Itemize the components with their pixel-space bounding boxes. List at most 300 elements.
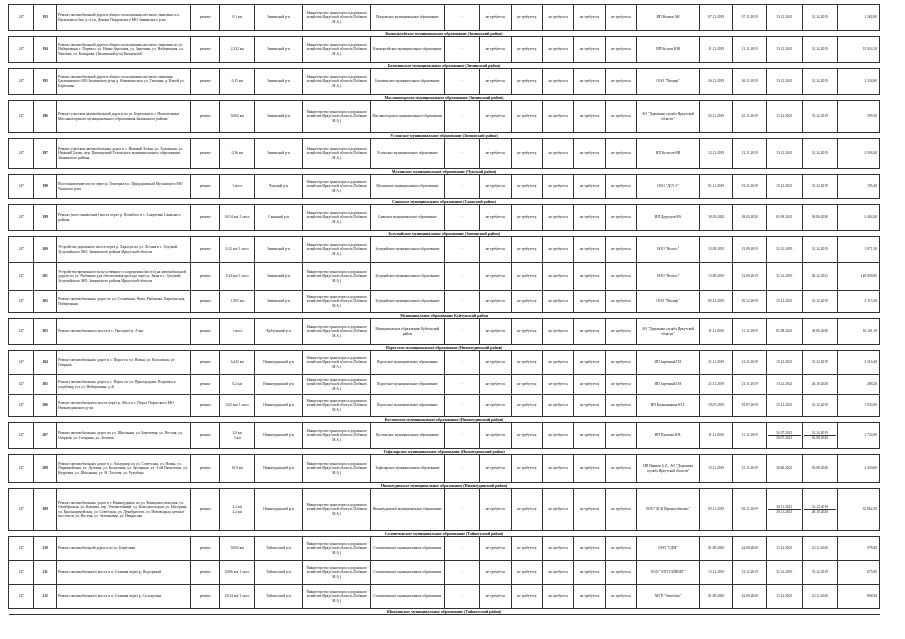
cell-type: ремонт xyxy=(191,291,220,313)
cell-a: 147 xyxy=(9,175,34,199)
cell-d5: не требуется xyxy=(574,351,605,375)
cell-d1: - xyxy=(444,423,480,449)
cell-d2: не требуется xyxy=(480,205,511,231)
cell-work: Ремонт автомобильного моста в с. Уян через р. Аляа xyxy=(57,319,191,345)
cell-d4: не требуется xyxy=(542,139,573,169)
cell-d3: не требуется xyxy=(511,585,542,609)
cell-work: Ремонт участков автомобильной дороги по ул. Береговая в с. Новолетники Масляногорского муниципального образования Зиминского района xyxy=(57,101,191,133)
cell-d3: не требуется xyxy=(511,319,542,345)
cell-d3: не требуется xyxy=(511,237,542,263)
cell-dt4-part: 31.12.2019 xyxy=(811,430,828,435)
cell-zak: Министерство транспорта и дорожного хозяйства Иркутской области (Лобанов М.А.) xyxy=(303,455,371,483)
cell-contr: ИП Козлов ЮВ xyxy=(637,37,700,63)
cell-d6: не требуется xyxy=(605,291,636,313)
cell-dt1: 01.11.2019 xyxy=(699,175,733,199)
cell-len: 0,15 км xyxy=(220,69,255,95)
cell-contr: ИП Дергунов ВА xyxy=(637,205,700,231)
cell-zak: Министерство транспорта и дорожного хозяйства Иркутской области (Лобанов М.А.) xyxy=(303,5,371,31)
cell-n: 198 xyxy=(34,175,57,199)
cell-dt3: 15.12.2021 xyxy=(766,37,802,63)
cell-d5: не требуется xyxy=(574,585,605,609)
cell-d2: не требуется xyxy=(480,395,511,417)
cell-d4: не требуется xyxy=(542,69,573,95)
cell-dist: Нижнеудинский р-н xyxy=(255,395,303,417)
cell-sum: 868,30 xyxy=(838,585,880,609)
cell-sum: 16 101,10 xyxy=(838,319,880,345)
table-row xyxy=(9,423,880,449)
cell-dist: Зиминский р-н xyxy=(255,139,303,169)
cell-d3: не требуется xyxy=(511,489,542,531)
cell-dt4 xyxy=(802,423,838,449)
cell-work: Ремонт автомобильного моста через р. Айса в с. Порог Порогского МО Нижнеудинского р-на xyxy=(57,395,191,417)
cell-d1: - xyxy=(444,395,480,417)
cell-contr: ООО "Пионер" xyxy=(637,291,700,313)
section-title: Шиткинское муниципальное образование (Тайшетский район) xyxy=(9,609,880,615)
cell-work: Ремонт автомобильных дорог в с. Порог по ул. Пригородная, Подкатка к кладбищу (от ул. Набережная, д.4) xyxy=(57,375,191,395)
section-title: Нижнеудинское муниципальное образование (Нижнеудинский район) xyxy=(9,483,880,489)
cell-d2: не требуется xyxy=(480,455,511,483)
cell-d2: не требуется xyxy=(480,263,511,291)
cell-d3: не требуется xyxy=(511,395,542,417)
cell-dt2: 19.07.2019 xyxy=(733,395,767,417)
cell-d5: не требуется xyxy=(574,205,605,231)
cell-dt4: 30.06.2020 xyxy=(802,205,838,231)
cell-d2: не требуется xyxy=(480,291,511,313)
cell-d2: не требуется xyxy=(480,375,511,395)
cell-d6: не требуется xyxy=(605,101,636,133)
cell-dt4: 03.08.2020 xyxy=(802,455,838,483)
cell-dt3-part: 30.11.2021 xyxy=(768,509,801,514)
cell-type: ремонт xyxy=(191,139,220,169)
cell-d4: не требуется xyxy=(542,455,573,483)
cell-dt3: 31.12.2019 xyxy=(766,263,802,291)
cell-sum: 675,00 xyxy=(838,561,880,585)
cell-contr: ИП Иванов А.Л., АО "Дорожная служба Иркутской области" xyxy=(637,455,700,483)
cell-sum: 488,20 xyxy=(838,375,880,395)
cell-zak: Министерство транспорта и дорожного хозяйства Иркутской области (Лобанов М.А.) xyxy=(303,489,371,531)
cell-d2: не требуется xyxy=(480,5,511,31)
cell-len-part: 2,2 км xyxy=(232,505,242,510)
cell-len: 1 мост xyxy=(220,175,255,199)
cell-d5: не требуется xyxy=(574,561,605,585)
cell-dt2: 11.11.2019 xyxy=(733,37,767,63)
cell-sum: 2 594,40 xyxy=(838,139,880,169)
cell-a: 147 xyxy=(9,101,34,133)
cell-d5: не требуется xyxy=(574,69,605,95)
table-row xyxy=(9,175,880,199)
cell-dt4: 31.12.2019 xyxy=(802,37,838,63)
cell-mo: Зулумайское муниципальное образование xyxy=(371,237,444,263)
cell-zak: Министерство транспорта и дорожного хозяйства Иркутской области (Лобанов М.А.) xyxy=(303,423,371,449)
cell-zak: Министерство транспорта и дорожного хозяйства Иркутской области (Лобанов М.А.) xyxy=(303,205,371,231)
section-title: Кимильтейское муниципальное образование (Зиминский район) xyxy=(9,31,880,37)
cell-dist: Тайшетский р-н xyxy=(255,537,303,561)
cell-len xyxy=(220,423,255,449)
cell-zak: Министерство транспорта и дорожного хозяйства Иркутской области (Лобанов М.А.) xyxy=(303,375,371,395)
cell-d1: - xyxy=(444,319,480,345)
cell-n: 200 xyxy=(34,237,57,263)
cell-len: 2,332 км xyxy=(220,37,255,63)
cell-contr: ООО "СДМ" xyxy=(637,537,700,561)
cell-a: 147 xyxy=(9,5,34,31)
section-title: Тофаларское муниципальное образование (Нижнеудинский район) xyxy=(9,449,880,455)
cell-d1: - xyxy=(444,455,480,483)
cell-n: 211 xyxy=(34,561,57,585)
cell-d1: - xyxy=(444,101,480,133)
cell-d6: не требуется xyxy=(605,37,636,63)
cell-d6: не требуется xyxy=(605,537,636,561)
cell-d4: не требуется xyxy=(542,319,573,345)
cell-d4: не требуется xyxy=(542,175,573,199)
cell-type: ремонт xyxy=(191,237,220,263)
cell-dt3 xyxy=(766,423,802,449)
cell-d2: не требуется xyxy=(480,37,511,63)
cell-dist: Зиминский р-н xyxy=(255,263,303,291)
cell-dist: Чунский р-н xyxy=(255,175,303,199)
cell-n: 193 xyxy=(34,5,57,31)
cell-type: ремонт xyxy=(191,423,220,449)
cell-zak: Министерство транспорта и дорожного хозяйства Иркутской области (Лобанов М.А.) xyxy=(303,585,371,609)
cell-d4: не требуется xyxy=(542,37,573,63)
cell-dt1: 11.11.2019 xyxy=(699,423,733,449)
cell-type: ремонт xyxy=(191,101,220,133)
cell-dt2: 15.11.2019 xyxy=(733,455,767,483)
cell-dt2: 05.11.2019 xyxy=(733,489,767,531)
cell-a: 147 xyxy=(9,351,34,375)
cell-dist: Нижнеудинский р-н xyxy=(255,423,303,449)
cell-type: ремонт xyxy=(191,585,220,609)
cell-n: 199 xyxy=(34,205,57,231)
cell-mo: Зулумайское муниципальное образование xyxy=(371,263,444,291)
cell-dist: Нижнеудинский р-н xyxy=(255,351,303,375)
cell-mo: Мухинское муниципальное образование xyxy=(371,175,444,199)
cell-mo: Солонеченское муниципальное образование xyxy=(371,537,444,561)
cell-d3: не требуется xyxy=(511,205,542,231)
cell-d2: не требуется xyxy=(480,423,511,449)
cell-d2: не требуется xyxy=(480,561,511,585)
cell-mo: Батаминское муниципальное образование xyxy=(371,69,444,95)
cell-a: 147 xyxy=(9,561,34,585)
cell-dist: Нижнеудинский р-н xyxy=(255,455,303,483)
cell-n: 194 xyxy=(34,37,57,63)
cell-d6: не требуется xyxy=(605,139,636,169)
table-row xyxy=(9,319,880,345)
cell-len: 0,094 км xyxy=(220,537,255,561)
cell-n: 212 xyxy=(34,585,57,609)
cell-dt2: 24.08.2020 xyxy=(733,537,767,561)
section-title: Зулумайское муниципальное образование (Зиминский район) xyxy=(9,231,880,237)
cell-zak: Министерство транспорта и дорожного хозяйства Иркутской области (Лобанов М.А.) xyxy=(303,237,371,263)
cell-dt1: 11.11.2019 xyxy=(699,319,733,345)
cell-dt1: 18.03.2020 xyxy=(699,205,733,231)
cell-dt2: 05.12.2019 xyxy=(733,291,767,313)
cell-a: 147 xyxy=(9,69,34,95)
cell-d4: не требуется xyxy=(542,101,573,133)
table-row xyxy=(9,375,880,395)
cell-contr: ИП Заречный ПА xyxy=(637,375,700,395)
cell-d3: не требуется xyxy=(511,37,542,63)
cell-d6: не требуется xyxy=(605,319,636,345)
cell-dt4 xyxy=(802,489,838,531)
cell-d3: не требуется xyxy=(511,351,542,375)
cell-work: Устройство временного искусственного сооружения (моста) на автомобильной дороге по ул. Рыбакова для обеспечения проезда через р. Зима в с. Зулумай, Зулумайского МО, Зиминского района Иркутской области xyxy=(57,263,191,291)
cell-dt2: 15.09.2019 xyxy=(733,237,767,263)
cell-a: 147 xyxy=(9,395,34,417)
cell-dt2: 21.11.2019 xyxy=(733,375,767,395)
cell-zak: Министерство транспорта и дорожного хозяйства Иркутской области (Лобанов М.А.) xyxy=(303,69,371,95)
cell-work: Ремонт автомобильного моста в п. Славная через р. Солонушка xyxy=(57,585,191,609)
cell-dt2: 18.03.2020 xyxy=(733,205,767,231)
cell-zak: Министерство транспорта и дорожного хозяйства Иркутской области (Лобанов М.А.) xyxy=(303,175,371,199)
table-row xyxy=(9,351,880,375)
cell-d5: не требуется xyxy=(574,537,605,561)
cell-work: Ремонт автомобильных дорог в с. Алыгджер по ул. Советская, ул. Новая, ул. Пармакейская, ул. Луговая, ул. Колхозная, ул. Заозерная, ул. 3-ей Пятилетки, ул. Кедровая, ул. Школьная, ул. Н. Тасуева, ул. Рукоборь xyxy=(57,455,191,483)
cell-dt3: 31.12.2019 xyxy=(766,561,802,585)
cell-len: 0,1 км xyxy=(220,5,255,31)
cell-d2: не требуется xyxy=(480,69,511,95)
cell-type: ремонт xyxy=(191,375,220,395)
cell-work: Ремонт автомобильных дорог по ул. Солнечная, Нова, Рыбакова, Харагунская, Набережная xyxy=(57,291,191,313)
table-row xyxy=(9,489,880,531)
cell-sum: 395,50 xyxy=(838,101,880,133)
cell-dt4: 31.12.2019 xyxy=(802,139,838,169)
cell-type: ремонт xyxy=(191,205,220,231)
cell-zak: Министерство транспорта и дорожного хозяйства Иркутской области (Лобанов М.А.) xyxy=(303,537,371,561)
cell-sum: 195,40 xyxy=(838,175,880,199)
cell-sum: 1 724,90 xyxy=(838,423,880,449)
cell-dt1: 05.11.2019 xyxy=(699,489,733,531)
cell-dt2: 26.11.2019 xyxy=(733,69,767,95)
table-row xyxy=(9,205,880,231)
cell-d3: не требуется xyxy=(511,5,542,31)
cell-d4: не требуется xyxy=(542,537,573,561)
cell-dt3: 31.12.2019 xyxy=(766,237,802,263)
cell-contr: ООО "АТП ТАЙШЕТ" xyxy=(637,561,700,585)
section-title: Муниципальное образование Куйтунский район xyxy=(9,313,880,319)
cell-dist: Зиминский р-н xyxy=(255,69,303,95)
cell-d5: не требуется xyxy=(574,489,605,531)
table-row xyxy=(9,37,880,63)
cell-dt1: 15.11.2019 xyxy=(699,455,733,483)
cell-dist: Зиминский р-н xyxy=(255,5,303,31)
table-row xyxy=(9,395,880,417)
cell-contr: ООО "Волгос" xyxy=(637,237,700,263)
cell-type: ремонт xyxy=(191,175,220,199)
cell-type: ремонт xyxy=(191,319,220,345)
cell-len: 1 мост xyxy=(220,319,255,345)
cell-dt1: 21.11.2019 xyxy=(699,375,733,395)
cell-len: 6,443 км xyxy=(220,351,255,375)
cell-dt3 xyxy=(766,489,802,531)
cell-mo: Костинское муниципальное образование xyxy=(371,423,444,449)
cell-sum: 33 862,30 xyxy=(838,489,880,531)
cell-d1: - xyxy=(444,37,480,63)
cell-type: ремонт xyxy=(191,561,220,585)
table-row xyxy=(9,291,880,313)
table-row xyxy=(9,139,880,169)
cell-n: 201 xyxy=(34,263,57,291)
cell-mo: Нижнеудинское муниципальное образование xyxy=(371,489,444,531)
cell-d5: не требуется xyxy=(574,237,605,263)
cell-mo: Порогское муниципальное образование xyxy=(371,351,444,375)
cell-sum: 1 871,30 xyxy=(838,237,880,263)
cell-mo: Солонеченское муниципальное образование xyxy=(371,561,444,585)
cell-sum: 1 943,90 xyxy=(838,395,880,417)
cell-dist: Саянский р-н xyxy=(255,205,303,231)
section-title: Услонское муниципальное образование (Зиминский район) xyxy=(9,133,880,139)
section-title: Масляногорское муниципальное образование (Зиминский район) xyxy=(9,95,880,101)
cell-mo: Покровское муниципальное образование xyxy=(371,5,444,31)
cell-dt4: 30.06.2020 xyxy=(802,319,838,345)
cell-dt4: 23.11.2020 xyxy=(802,537,838,561)
cell-zak: Министерство транспорта и дорожного хозяйства Иркутской области (Лобанов М.А.) xyxy=(303,263,371,291)
cell-contr: ООО "ДСК Промшелбизнес" xyxy=(637,489,700,531)
cell-a: 147 xyxy=(9,489,34,531)
cell-sum: 15 924,10 xyxy=(838,37,880,63)
cell-a: 147 xyxy=(9,375,34,395)
cell-d1: - xyxy=(444,237,480,263)
cell-a: 147 xyxy=(9,537,34,561)
cell-d4: не требуется xyxy=(542,585,573,609)
cell-d3: не требуется xyxy=(511,101,542,133)
cell-dt4: 26.10.2020 xyxy=(802,375,838,395)
cell-d6: не требуется xyxy=(605,5,636,31)
cell-zak: Министерство транспорта и дорожного хозяйства Иркутской области (Лобанов М.А.) xyxy=(303,395,371,417)
cell-mo: Тофаларское муниципальное образование xyxy=(371,455,444,483)
cell-d3: не требуется xyxy=(511,455,542,483)
cell-zak: Министерство транспорта и дорожного хозяйства Иркутской области (Лобанов М.А.) xyxy=(303,139,371,169)
cell-dt3: 15.12.2021 xyxy=(766,537,802,561)
cell-d1: - xyxy=(444,375,480,395)
cell-d2: не требуется xyxy=(480,237,511,263)
cell-dt4: 31.12.2019 xyxy=(802,69,838,95)
cell-dt4: 31.12.2019 xyxy=(802,291,838,313)
cell-d4: не требуется xyxy=(542,561,573,585)
cell-dt2: 07.11.2019 xyxy=(733,5,767,31)
cell-sum: 149 858,90 xyxy=(838,263,880,291)
cell-a: 147 xyxy=(9,263,34,291)
cell-dt3: 15.12.2021 xyxy=(766,395,802,417)
table-row xyxy=(9,263,880,291)
cell-contr: ИП Калашникова Ю.Г. xyxy=(637,395,700,417)
cell-len: 0,12 км/ 1 мост xyxy=(220,237,255,263)
cell-dt1: 19.07.2019 xyxy=(699,395,733,417)
cell-d5: не требуется xyxy=(574,175,605,199)
cell-work: Ремонт автомобильных дорог в г. Нижнеудинск по ул. Коммунистическая, ул. Октябрьская, ул. Кашина, пер. Узкоколейный, ул. Комсомольская, ул. Нагорная, ул. Красноармейская, ул. Советская, ул. Декабристов, ул. Нововодная, ремонт мостов по ул. Весеня, ул. Зеленковая, ул. Некрасова xyxy=(57,489,191,531)
cell-contr: ИП Колесов ВВ xyxy=(637,139,700,169)
cell-dt3: 01.09.2021 xyxy=(766,205,802,231)
table-row xyxy=(9,585,880,609)
cell-d5: не требуется xyxy=(574,395,605,417)
cell-n: 207 xyxy=(34,423,57,449)
cell-dt1: 15.09.2019 xyxy=(699,237,733,263)
cell-dt2: 01.11.2019 xyxy=(733,175,767,199)
cell-a: 147 xyxy=(9,423,34,449)
section-title: Порогское муниципальное образование (Нижнеудинский район) xyxy=(9,345,880,351)
cell-type: ремонт xyxy=(191,69,220,95)
cell-dt1: 21.11.2019 xyxy=(699,351,733,375)
cell-dt4: 31.12.2019 xyxy=(802,175,838,199)
cell-dt3: 15.12.2021 xyxy=(766,139,802,169)
cell-d6: не требуется xyxy=(605,69,636,95)
cell-work: Устройство дорожного моста через р. Харагун по ул. Лесная в с. Зулумай, Зулумайского МО, Зиминского района Иркутской области xyxy=(57,237,191,263)
cell-d4: не требуется xyxy=(542,237,573,263)
cell-zak: Министерство транспорта и дорожного хозяйства Иркутской области (Лобанов М.А.) xyxy=(303,561,371,585)
cell-d3: не требуется xyxy=(511,375,542,395)
cell-dist: Зиминский р-н xyxy=(255,101,303,133)
cell-n: 205 xyxy=(34,375,57,395)
cell-mo: Масляногорское муниципальное образование xyxy=(371,101,444,133)
cell-dt4-part: 31.12.2019 xyxy=(811,504,828,509)
cell-len-part: 3 км xyxy=(233,435,241,440)
cell-type: ремонт xyxy=(191,263,220,291)
cell-d5: не требуется xyxy=(574,319,605,345)
cell-a: 147 xyxy=(9,237,34,263)
cell-n: 202 xyxy=(34,291,57,313)
cell-contr: ИП Пушкин Н.В. xyxy=(637,423,700,449)
road-repair-table xyxy=(8,4,880,615)
cell-n: 197 xyxy=(34,139,57,169)
cell-d4: не требуется xyxy=(542,375,573,395)
cell-d5: не требуется xyxy=(574,375,605,395)
cell-d6: не требуется xyxy=(605,263,636,291)
cell-dt2: 25.11.2019 xyxy=(733,101,767,133)
cell-d2: не требуется xyxy=(480,175,511,199)
cell-d5: не требуется xyxy=(574,291,605,313)
table-row xyxy=(9,69,880,95)
cell-d5: не требуется xyxy=(574,139,605,169)
cell-mo: Кимильтейское муниципальное образование xyxy=(371,37,444,63)
cell-n: 210 xyxy=(34,537,57,561)
table-row xyxy=(9,455,880,483)
cell-n: 206 xyxy=(34,395,57,417)
cell-dt2: 21.11.2019 xyxy=(733,351,767,375)
cell-a: 147 xyxy=(9,139,34,169)
cell-d3: не требуется xyxy=(511,69,542,95)
cell-d5: не требуется xyxy=(574,101,605,133)
cell-mo: Порогское муниципальное образование xyxy=(371,395,444,417)
cell-d6: не требуется xyxy=(605,351,636,375)
cell-d6: не требуется xyxy=(605,237,636,263)
cell-mo: Услонское муниципальное образование xyxy=(371,139,444,169)
cell-d4: не требуется xyxy=(542,263,573,291)
cell-n: 195 xyxy=(34,69,57,95)
section-title: Солонеченское муниципальное образование (Тайшетский район) xyxy=(9,531,880,537)
cell-type: ремонт xyxy=(191,489,220,531)
cell-sum: 978,40 xyxy=(838,537,880,561)
cell-dt1: 12.11.2019 xyxy=(699,139,733,169)
cell-dt2: 13.09.2019 xyxy=(733,263,767,291)
cell-mo: Порогское муниципальное образование xyxy=(371,375,444,395)
cell-dist: Нижнеудинский р-н xyxy=(255,489,303,531)
cell-len: 0,014 км/ 1 мост xyxy=(220,205,255,231)
document-sheet xyxy=(8,4,880,615)
cell-d2: не требуется xyxy=(480,139,511,169)
cell-d6: не требуется xyxy=(605,175,636,199)
cell-mo: Зулумайское муниципальное образование xyxy=(371,291,444,313)
cell-d2: не требуется xyxy=(480,585,511,609)
cell-a: 147 xyxy=(9,455,34,483)
cell-work: Ремонт автомобильной дороги общего пользования местного значения по ул. Набережная с. Перевоз, ул. Нижн-Зарочная, ул. Заречная, ул. Набережная, ул. Чкалова, ул. Комарова, (Зиминский р-н) Кимильтей xyxy=(57,37,191,63)
cell-n: 209 xyxy=(34,489,57,531)
section-title: Костинское муниципальное образование (Нижнеудинский район) xyxy=(9,417,880,423)
section-header-row xyxy=(9,609,880,615)
cell-a: 147 xyxy=(9,585,34,609)
cell-len-part: 2,8 км xyxy=(232,431,242,436)
cell-zak: Министерство транспорта и дорожного хозяйства Иркутской области (Лобанов М.А.) xyxy=(303,351,371,375)
cell-d3: не требуется xyxy=(511,537,542,561)
cell-len: 0,014 км/ 1 мост xyxy=(220,585,255,609)
